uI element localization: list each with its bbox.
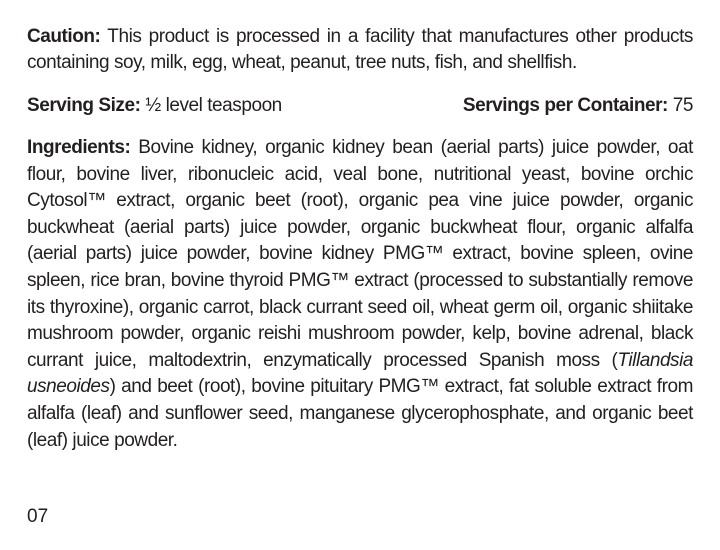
- serving-size-heading: Serving Size:: [27, 95, 141, 116]
- serving-size-fraction: ½: [145, 95, 161, 116]
- label-code: 07: [27, 506, 49, 527]
- ingredients-statement: [27, 135, 693, 454]
- ingredients-text: Bovine kidney, organic kidney bean (aerial parts) juice powder, oat flour, bovine liver, ribonucleic acid, veal bone, nutritional yeast, bovine orchic Cytosol™ extract, organic beet (root), organic pea vine juice powder, organic buckwheat (aerial parts) juice powder, organic buckwheat flour, organic alfalfa (aerial parts) juice powder, bovine kidney PMG™ extract, bovine spleen, ovine spleen, rice bran, bovine thyroid PMG™ extract (processed to substantially remove its thyroxine), organic carrot, black currant seed oil, wheat germ oil, organic shiitake mushroom powder, organic reishi mushroom powder, kelp, bovine adrenal, black currant juice, maltodextrin, enzymatically processed Spanish moss (: [27, 137, 693, 371]
- supplement-label-panel: [27, 24, 693, 454]
- serving-size-value: level teaspoon: [165, 95, 282, 116]
- ingredients-text-continued: ) and beet (root), bovine pituitary PMG™ extract, fat soluble extract from alfalfa (leaf) and sunflower seed, manganese glycerophosphate, and organic beet (leaf) juice powder.: [27, 376, 693, 451]
- caution-heading: Caution:: [27, 26, 101, 47]
- caution-text: This product is processed in a facility that manufactures other products containing soy, milk, egg, wheat, peanut, tree nuts, fish, and shellfish.: [27, 26, 693, 73]
- serving-info-row: [27, 93, 693, 119]
- servings-per-container-value: 75: [672, 95, 693, 116]
- ingredients-botanical-name: Tillandsia usneoides: [27, 349, 693, 398]
- serving-size: [27, 93, 282, 119]
- caution-statement: [27, 24, 693, 76]
- servings-per-container-heading: Servings per Container:: [462, 95, 668, 116]
- servings-per-container: [463, 93, 693, 119]
- ingredients-heading: Ingredients:: [27, 137, 131, 158]
